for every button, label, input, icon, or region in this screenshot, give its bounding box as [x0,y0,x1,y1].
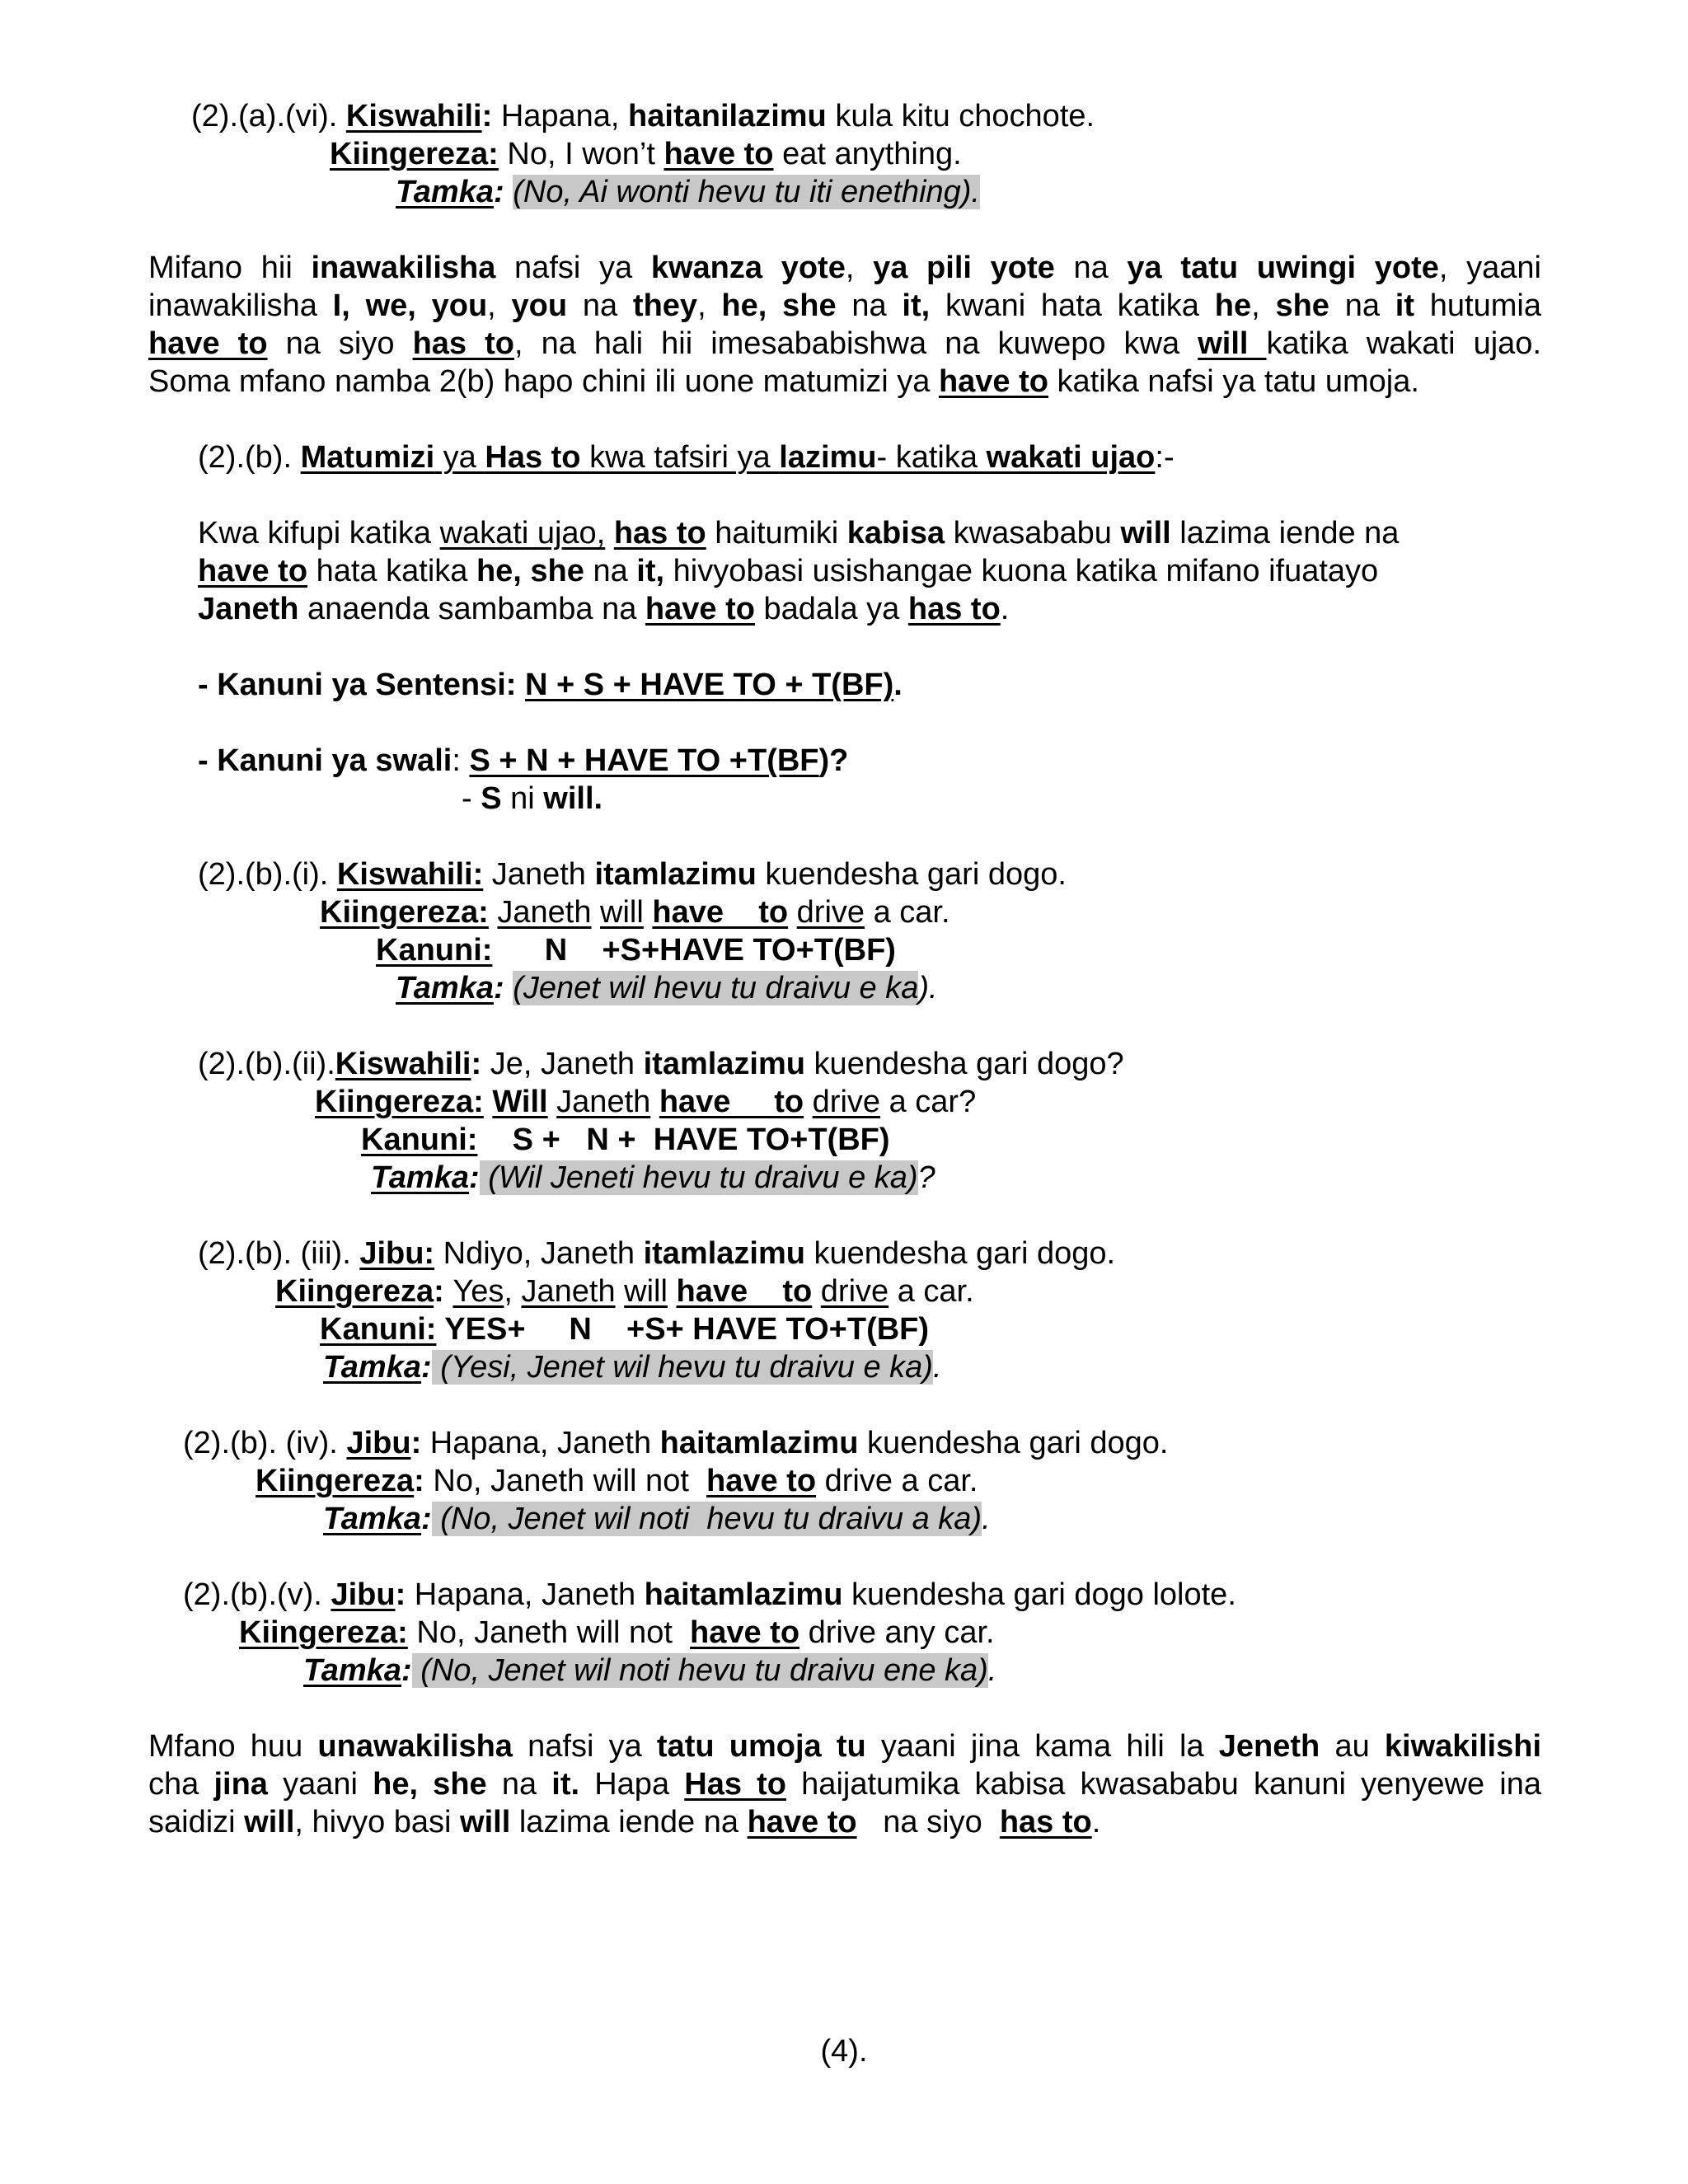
t: Je, Janeth [481,1047,644,1081]
t: has to [412,326,514,361]
t: he, she [373,1767,487,1802]
example-b-ii-tamka [371,1159,935,1197]
t: Kiingereza: [320,895,489,930]
t: kabisa [846,516,945,551]
t: has to [613,516,706,551]
t: lazima iende na [510,1805,748,1840]
t: have to [747,1805,857,1840]
t: kwanza yote [650,251,846,285]
t: Janeth [198,592,299,626]
t: , hivyo basi [294,1805,461,1840]
en-text: No, I won’t [507,137,664,171]
t: will. [543,781,603,816]
example-b-i-tamka [396,969,938,1007]
t: - katika [876,440,987,475]
t: na [836,288,903,323]
t: it. [551,1767,580,1802]
t: :- [1155,440,1175,475]
t: anaenda sambamba na [298,592,645,626]
t: Hapa [579,1767,685,1802]
t: Hapana, Janeth [429,1426,660,1460]
example-a-vi-tamka [396,173,980,211]
t: tatu umoja tu [656,1729,866,1764]
t: : [414,1464,434,1498]
t: , na hali hii imesababishwa na kuwepo kwa [513,326,1198,361]
t: hivyobasi usishangae kuona katika mifano ifuatayo [664,554,1379,588]
t: itamlazimu [643,1047,805,1081]
t: Has to [485,440,581,475]
colon: : [481,99,493,134]
t: will [244,1805,295,1840]
t: . [1091,1805,1101,1840]
t: (Yesi, Jenet wil hevu tu draivu e ka) [431,1350,933,1385]
t: yaani jina kama hili la [865,1729,1219,1764]
t: haitamlazimu [644,1577,843,1612]
t: Jeneth [1218,1729,1320,1764]
t: will [600,895,644,930]
t: yaani [267,1767,373,1802]
colon: : [494,175,504,209]
example-b-i-english [320,893,950,931]
t: . [982,1502,991,1536]
t: na [567,288,633,323]
t: has to [999,1805,1092,1840]
t: nafsi ya [495,251,651,285]
t [605,516,614,551]
t: kuendesha gari dogo lolote. [842,1577,1236,1612]
t: it, [636,554,665,588]
example-b-iii-swahili [198,1235,1115,1272]
t: Tamka [323,1502,421,1536]
t: na [1329,288,1395,323]
t: Kanuni: [320,1312,437,1347]
t: has to [907,592,1001,626]
t: have to [676,1274,813,1309]
s-note [462,780,603,818]
t: lazimu [779,440,877,475]
t: hata katika [307,554,476,588]
t: Hapana, Janeth [414,1577,645,1612]
t: Tamka [323,1350,421,1385]
t: : [395,1577,415,1612]
t: cha [148,1767,214,1802]
para2-line1 [198,514,1399,552]
t: a car. [889,1274,974,1309]
t: (Wil Jeneti hevu tu draivu e ka) [479,1160,918,1195]
t: - [462,781,481,816]
t: wakati ujao [986,440,1156,475]
t: kuendesha gari dogo. [756,857,1067,892]
para3-line1 [148,1727,1541,1765]
t: will [1120,516,1171,551]
example-b-iv-swahili [183,1424,1168,1462]
t: have to [706,1464,817,1498]
t: Jibu [331,1577,396,1612]
colon: : [401,1653,412,1688]
t: unawakilisha [317,1729,513,1764]
t: will [624,1274,668,1309]
t: drive [820,1274,889,1309]
t: Janeth [521,1274,616,1309]
t: kwa tafsiri ya [580,440,780,475]
example-a-vi-swahili [191,97,1095,135]
t: Mifano hii [148,251,312,285]
t: na [1054,251,1128,285]
para3-line3 [148,1803,1541,1841]
example-b-iii-kanuni [320,1310,929,1348]
page-number: (4). [820,2034,868,2069]
t: kwasababu [945,516,1121,551]
t: nafsi ya [512,1729,657,1764]
t: ya pili yote [873,251,1055,285]
colon: : [421,1502,432,1536]
t: No, Janeth will not [407,1615,690,1650]
colon: : [469,1160,480,1195]
t: , [487,288,512,323]
para2-line2 [198,552,1378,590]
t: jina [213,1767,268,1802]
t: have to [938,364,1048,399]
tamka-key: Tamka [396,175,494,209]
t: Kiswahili [335,1047,471,1081]
sw-text-end: kula kitu chochote. [826,99,1095,134]
t: inawakilisha [148,288,333,323]
sw-text: Hapana, [500,99,629,134]
t: haitamlazimu [659,1426,859,1460]
t: saidizi [148,1805,245,1840]
t: have to [652,895,789,930]
kiswahili-key: Kiswahili [345,99,482,134]
t: Jibu [346,1426,411,1460]
t: . [987,1653,997,1688]
t: drive [796,895,865,930]
t: drive any car. [799,1615,995,1650]
t: itamlazimu [594,857,757,892]
t: . [932,1350,942,1385]
t: ? [917,1160,935,1195]
t: you [511,288,568,323]
t: have to [645,592,755,626]
t: kiwakilishi [1384,1729,1541,1764]
t: katika nafsi ya tatu umoja. [1048,364,1419,399]
example-b-iii-english [275,1272,974,1310]
t: itamlazimu [643,1236,805,1271]
t: Janeth [497,895,592,930]
t: Tamka [303,1653,401,1688]
t: have to [148,326,268,361]
t: Will [492,1085,548,1119]
question-rule [198,742,848,780]
t: will [1198,326,1267,361]
t: Yes [452,1274,504,1309]
t: drive [812,1085,881,1119]
example-a-vi-english [330,135,962,173]
t: Has to [684,1767,786,1802]
example-b-v-tamka [303,1652,996,1690]
t: wakati ujao, [439,516,606,551]
t: - Kanuni ya swali [198,743,452,778]
kiingereza-key: Kiingereza: [330,137,499,171]
example-b-ii-english [315,1083,976,1121]
tamka-pronunciation: (No, Ai wonti hevu tu iti enething). [513,175,980,209]
example-b-i-kanuni [376,931,896,969]
t: (No, Jenet wil noti hevu tu draivu ene ka) [411,1653,988,1688]
t: : [410,1426,430,1460]
t: : [452,743,470,778]
colon: : [421,1350,432,1385]
t: , [504,1274,522,1309]
colon: : [471,1047,482,1081]
t: have to [690,1615,800,1650]
para1-line3 [148,325,1541,363]
t: YES+ N +S+ HAVE TO+T(BF) [436,1312,930,1347]
t: na [486,1767,552,1802]
t: Mfano huu [148,1729,318,1764]
t: N + S + HAVE TO + T(BF) [524,668,894,702]
t: ya [434,440,485,475]
en-text-end: eat anything. [773,137,962,171]
example-b-iv-tamka [323,1500,991,1538]
example-b-iii-tamka [323,1348,942,1386]
t: (2).(b). [198,440,301,475]
t: (No, Jenet wil noti hevu tu draivu a ka) [431,1502,982,1536]
t: haitumiki [706,516,847,551]
t: badala ya [754,592,908,626]
t: : [434,1274,453,1309]
t: na siyo [267,326,413,361]
t: Matumizi [300,440,435,475]
example-b-ii-swahili [198,1045,1124,1083]
t: katika wakati ujao. [1266,326,1541,361]
sw-bold-word: haitanilazimu [628,99,827,134]
t: Kiingereza: [315,1085,484,1119]
t: haijatumika kabisa kwasababu kanuni yenyewe ina [786,1767,1541,1802]
t: ya tatu uwingi yote [1127,251,1439,285]
t: - Kanuni ya Sentensi: [198,668,525,702]
example-b-i-swahili [198,855,1067,893]
t: kuendesha gari dogo? [805,1047,1124,1081]
t: Kiingereza: [239,1615,408,1650]
t: kwani hata katika [930,288,1215,323]
t: kuendesha gari dogo. [804,1236,1116,1271]
en-bold-phrase: have to [663,137,774,171]
example-label: (2).(a).(vi). [191,99,346,134]
t: ). [918,971,938,1005]
t: Kanuni: [376,933,493,968]
t: , [845,251,874,285]
t: Tamka [396,971,494,1005]
t: have to [198,554,308,588]
t: , [1251,288,1276,323]
t: na [584,554,637,588]
sentence-rule [198,666,903,704]
t: )? [818,743,849,778]
t: Jibu: [359,1236,435,1271]
t: drive a car. [816,1464,978,1498]
t: Kiingereza [256,1464,415,1498]
t: Tamka [371,1160,469,1195]
t: na siyo [856,1805,1000,1840]
para1-line1 [148,249,1541,287]
t: Janeth [483,857,595,892]
example-b-v-english [239,1614,995,1652]
t: (2).(b).(i). [198,857,337,892]
t: he, she [476,554,584,588]
t: kuendesha gari dogo. [858,1426,1169,1460]
paragraph-persons-explanation [148,249,1541,401]
t: she [1275,288,1329,323]
colon: : [494,971,504,1005]
t: au [1320,1729,1385,1764]
t: a car? [880,1085,977,1119]
t: he [1214,288,1252,323]
t: No, Janeth will not [433,1464,706,1498]
para2-line3 [198,590,1009,628]
example-b-ii-kanuni [361,1121,890,1159]
t: lazima iende na [1170,516,1400,551]
t: Kwa kifupi katika [198,516,440,551]
t: will [460,1805,511,1840]
t: inawakilisha [311,251,496,285]
t: I, we, you [332,288,488,323]
t: S [481,781,502,816]
example-b-v-swahili [183,1576,1236,1614]
t: , yaani [1438,251,1541,285]
paragraph-third-person-summary [148,1727,1541,1841]
para3-line2 [148,1765,1541,1803]
t: . [1000,592,1010,626]
example-b-iv-english [256,1462,978,1500]
t: they [632,288,698,323]
para1-line4 [148,363,1541,401]
t: Janeth [556,1085,651,1119]
t: it [1395,288,1414,323]
t: , [697,288,722,323]
section-heading-2b [198,438,1175,476]
t: . [893,668,903,702]
para1-line2 [148,287,1541,325]
t: Soma mfano namba 2(b) hapo chini ili uone matumizi ya [148,364,939,399]
t: hutumia [1414,288,1541,323]
t: a car. [865,895,950,930]
t: (2).(b).(ii). [198,1047,335,1081]
t: Kiswahili: [336,857,484,892]
t: Kanuni: [361,1122,478,1157]
t: have to [659,1085,804,1119]
t: Kiingereza [275,1274,434,1309]
t: he, she [721,288,837,323]
t: it, [902,288,931,323]
t: (2).(b). (iii). [198,1236,360,1271]
t: S + N + HAVE TO +T(BF [469,743,819,778]
t: N +S+HAVE TO+T(BF) [492,933,896,968]
t: (Jenet wil hevu tu draivu e ka [513,971,919,1005]
t: (2).(b). (iv). [183,1426,347,1460]
t: Ndiyo, Janeth [434,1236,644,1271]
t: S + N + HAVE TO+T(BF) [477,1122,890,1157]
t: ni [501,781,544,816]
t: (2).(b).(v). [183,1577,331,1612]
